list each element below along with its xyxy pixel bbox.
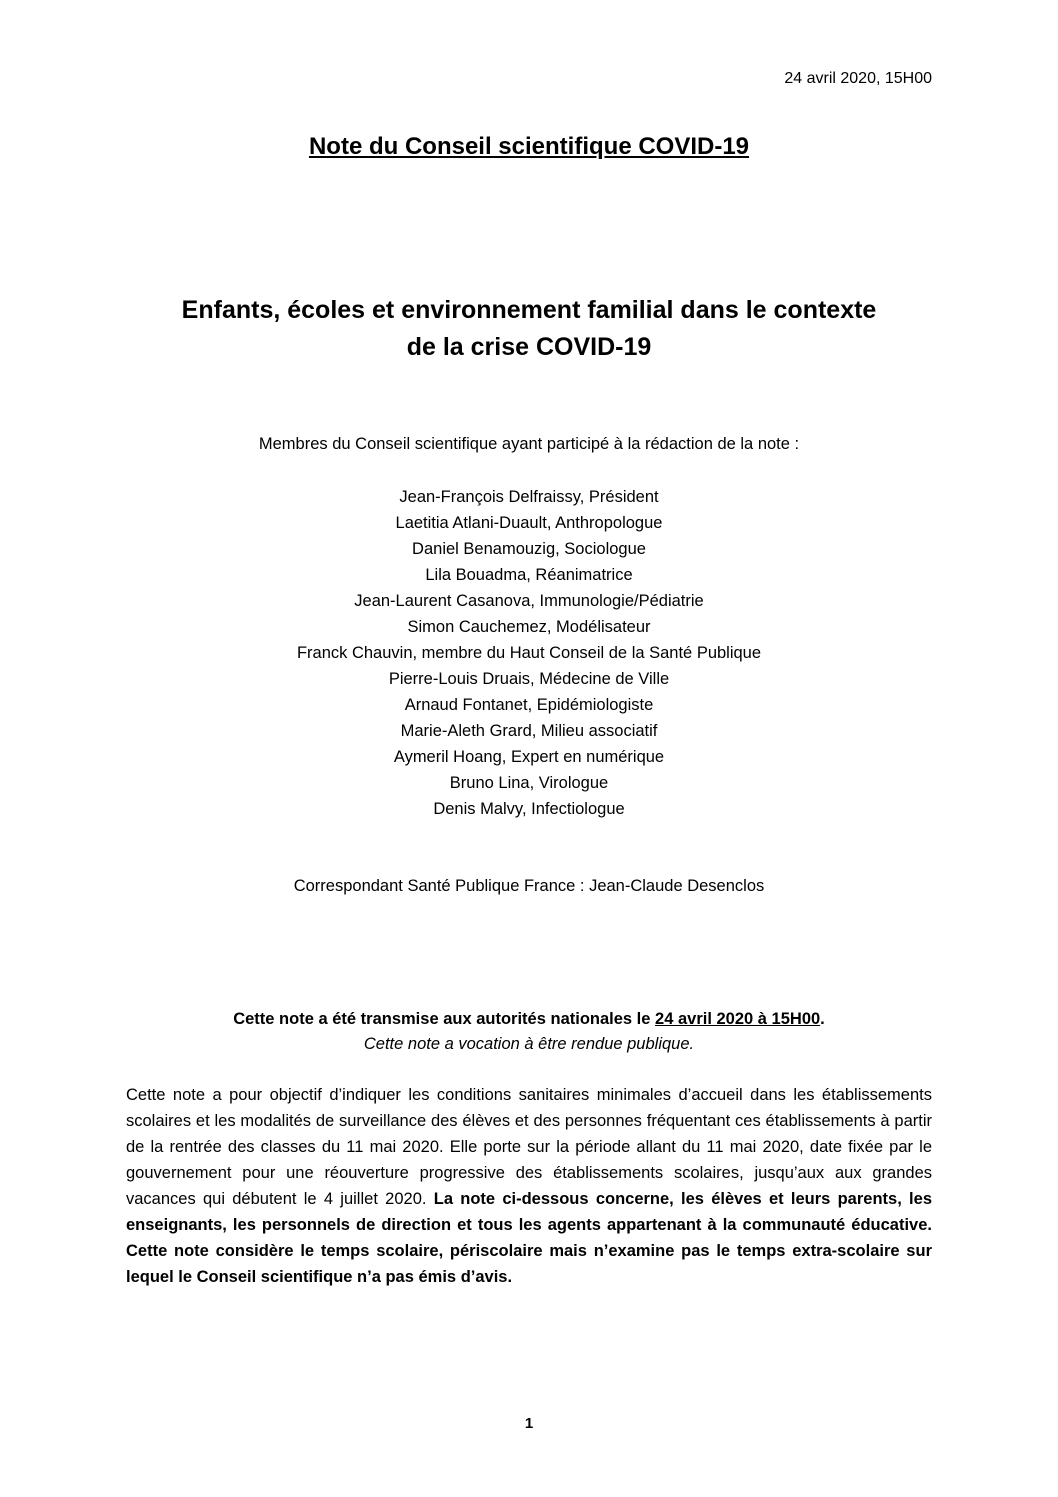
correspondant-line: Correspondant Santé Publique France : Jean-Claude Desenclos <box>293 877 765 895</box>
member-item: Lila Bouadma, Réanimatrice <box>425 566 633 584</box>
transmission-suffix: . <box>820 1010 825 1028</box>
member-item: Pierre-Louis Druais, Médecine de Ville <box>388 670 670 688</box>
member-item: Daniel Benamouzig, Sociologue <box>412 540 646 558</box>
transmission-notice <box>0 1007 1058 1057</box>
member-item: Jean-François Delfraissy, Président <box>399 488 659 506</box>
transmission-prefix: Cette note a été transmise aux autorités nationales le <box>233 1010 656 1028</box>
members-intro: Membres du Conseil scientifique ayant participé à la rédaction de la note : <box>258 435 800 453</box>
member-item: Laetitia Atlani-Duault, Anthropologue <box>395 514 663 532</box>
member-item: Marie-Aleth Grard, Milieu associatif <box>400 722 658 740</box>
main-title-line-1: Enfants, écoles et environnement familial dans le contexte <box>181 296 877 324</box>
body-paragraph <box>126 1082 932 1290</box>
member-item: Aymeril Hoang, Expert en numérique <box>393 748 665 766</box>
page-number: 1 <box>524 1415 534 1432</box>
document-date: 24 avril 2020, 15H00 <box>784 70 932 87</box>
member-item: Simon Cauchemez, Modélisateur <box>407 618 651 636</box>
members-list <box>0 484 1058 822</box>
main-title <box>100 292 958 366</box>
body-text: Cette note a pour objectif d’indiquer les conditions sanitaires minimales d’accueil dans les établissements scolaires et les modalités de surveillance des élèves et des personnes fréquentant ces établissements à partir de la rentrée des classes du 11 mai 2020. Elle porte sur la période allant du 11 mai 2020, date fixée par le gouvernement pour une réouverture progressive des établissements scolaires, jusqu’aux aux grandes vacances qui débutent le 4 juillet 2020. <box>126 1086 932 1208</box>
member-item: Jean-Laurent Casanova, Immunologie/Pédiatrie <box>354 592 704 610</box>
member-item: Denis Malvy, Infectiologue <box>433 800 625 818</box>
transmission-line <box>0 1007 1058 1032</box>
publication-note: Cette note a vocation à être rendue publique. <box>363 1035 695 1053</box>
main-title-line-2: de la crise COVID-19 <box>406 333 652 361</box>
member-item: Arnaud Fontanet, Epidémiologiste <box>404 696 654 714</box>
member-item: Bruno Lina, Virologue <box>449 774 609 792</box>
transmission-date: 24 avril 2020 à 15H00 <box>655 1010 821 1028</box>
body-text-bold: La note ci-dessous concerne, les élèves et leurs parents, les enseignants, les personnels de direction et tous les agents appartenant à la communauté éducative. Cette note considère le temps scolaire, périscolaire mais n’examine pas le temps extra-scolaire sur lequel le Conseil scientifique n’a pas émis d’avis. <box>126 1190 932 1286</box>
member-item: Franck Chauvin, membre du Haut Conseil de la Santé Publique <box>296 644 762 662</box>
note-title: Note du Conseil scientifique COVID-19 <box>308 133 750 160</box>
